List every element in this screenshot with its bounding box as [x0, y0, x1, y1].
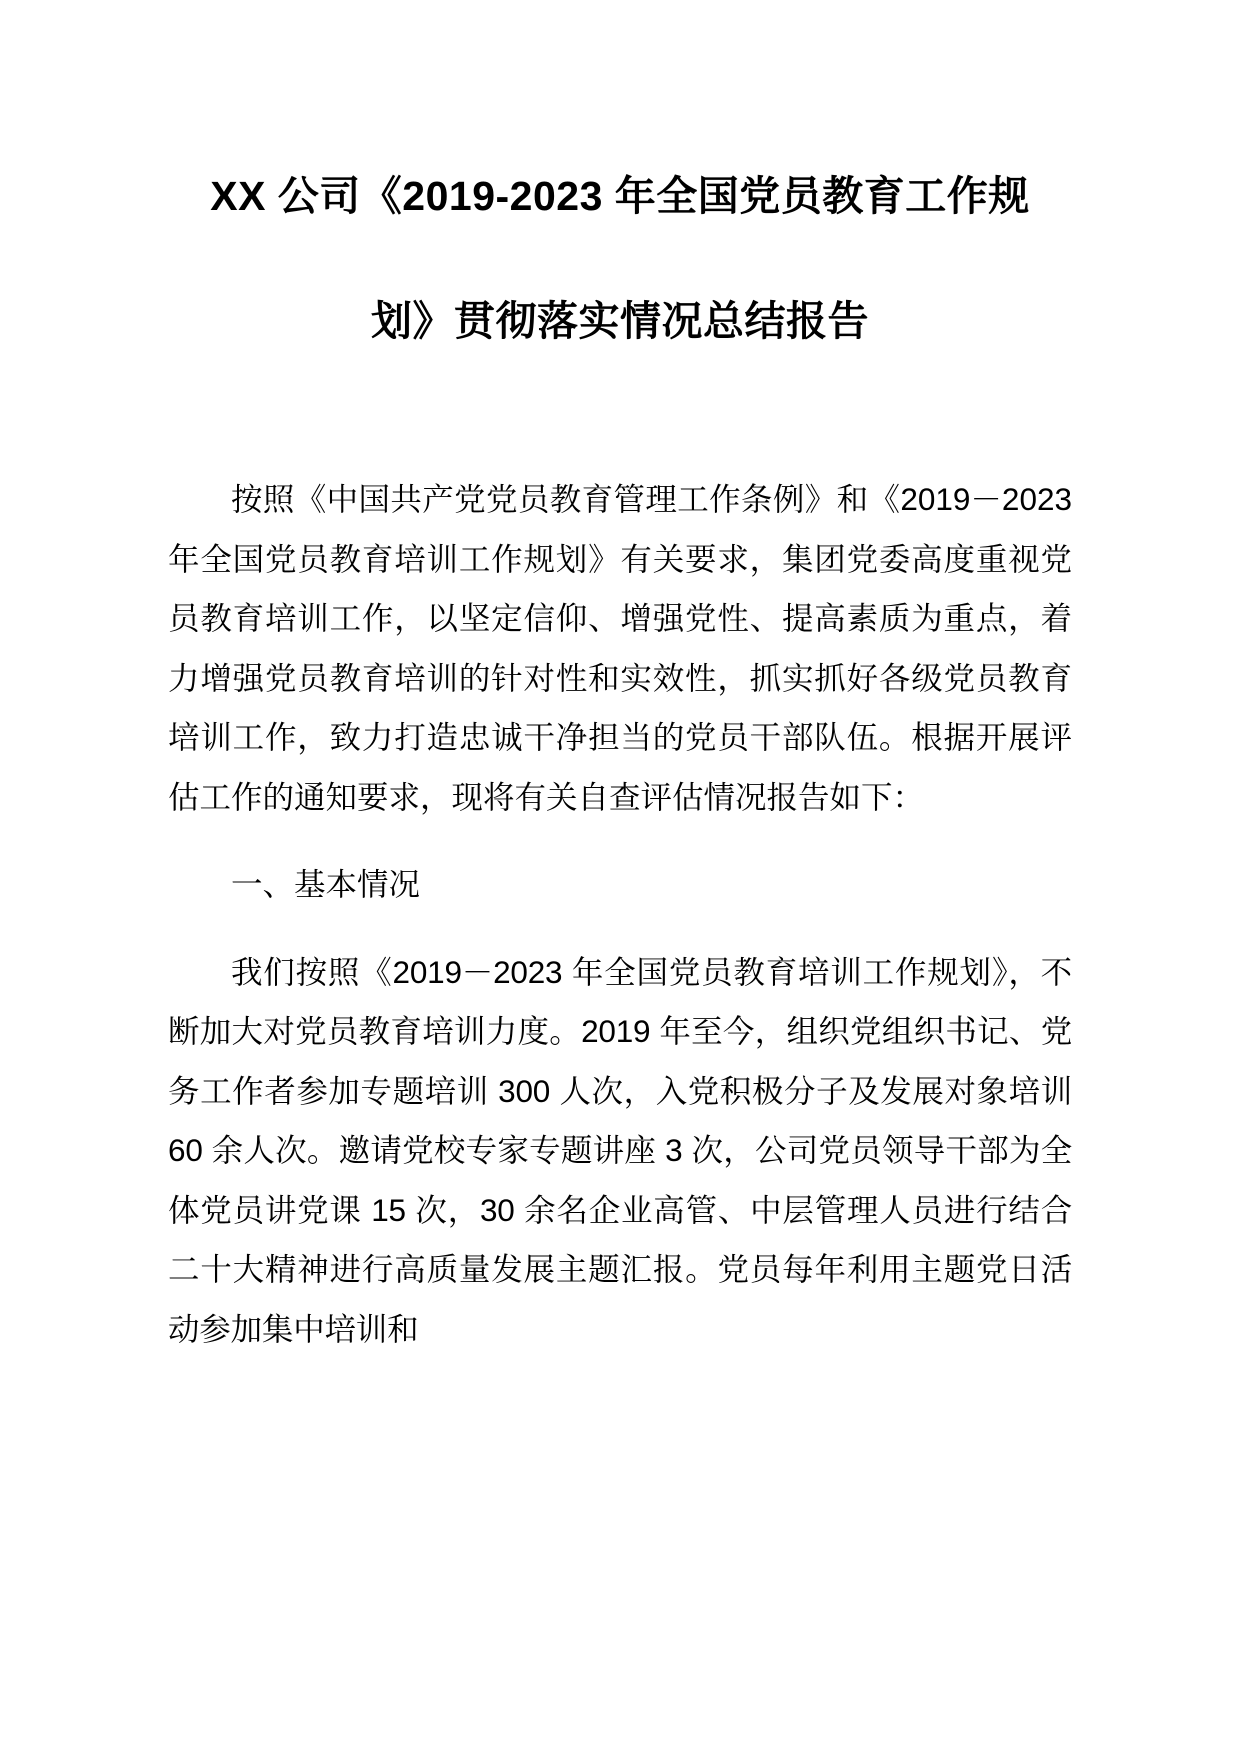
- section-heading-basic-situation: 一、基本情况: [231, 866, 421, 902]
- page-title-line-2: 划》贯彻落实情况总结报告: [371, 298, 869, 344]
- document-content: [168, 0, 1072, 1754]
- page-title-line-1: XX 公司《2019-2023 年全国党员教育工作规: [210, 173, 1030, 219]
- section-body-basic-situation: 我们按照《2019－2023 年全国党员教育培训工作规划》，不断加大对党员教育培训力度。2019 年至今，组织党组织书记、党务工作者参加专题培训 300 人次，入党积极分子及发展对象培训 60 余人次。邀请党校专家专题讲座 3 次，公司党员领导干部为全体党员讲党课 15 次，30 余名企业高管、中层管理人员进行结合二十大精神进行高质量发展主题汇报。党员每年利用主题党日活动参加集中培训和: [168, 953, 1072, 1347]
- page-title: [168, 0, 1072, 342]
- intro-paragraph: 按照《中国共产党党员教育管理工作条例》和《2019－2023 年全国党员教育培训工作规划》有关要求，集团党委高度重视党员教育培训工作，以坚定信仰、增强党性、提高素质为重点，着力增强党员教育培训的针对性和实效性，抓实抓好各级党员教育培训工作，致力打造忠诚干净担当的党员干部队伍。根据开展评估工作的通知要求，现将有关自查评估情况报告如下：: [168, 481, 1072, 815]
